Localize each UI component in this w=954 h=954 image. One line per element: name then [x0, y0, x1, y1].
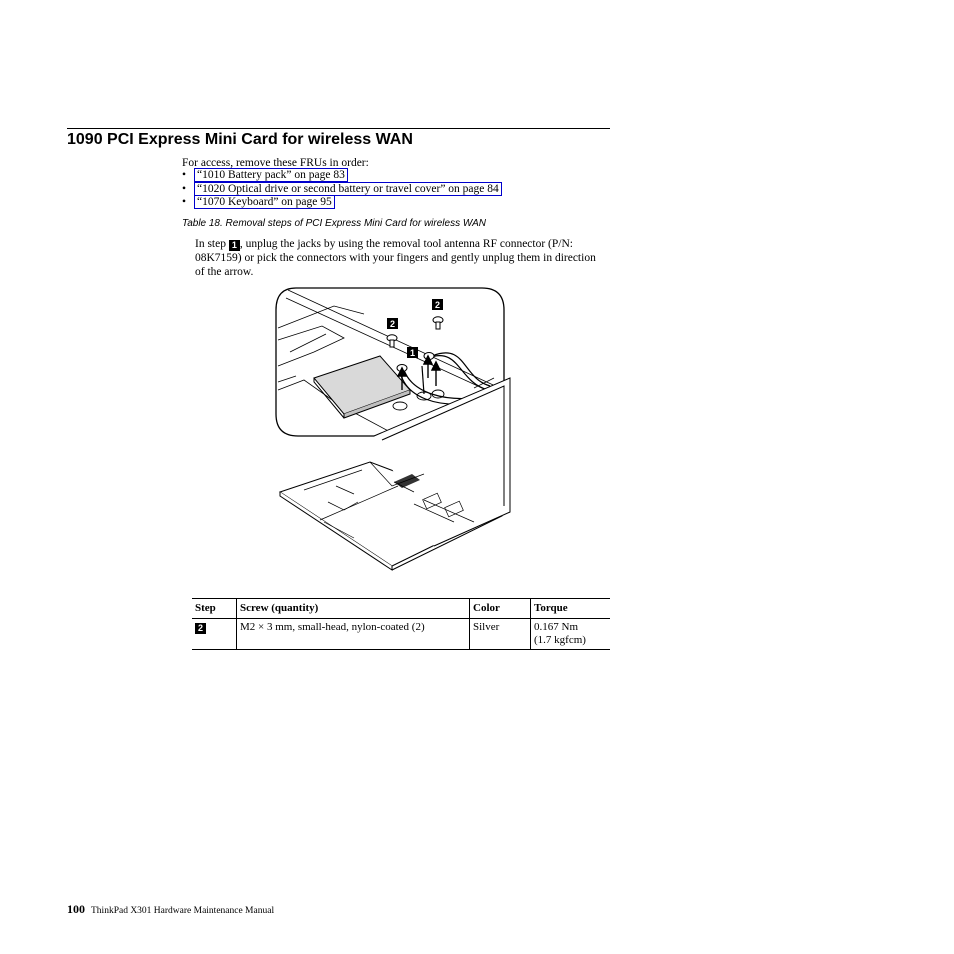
fru-link-battery-pack[interactable]: “1010 Battery pack” on page 83 — [194, 168, 348, 182]
section-title: 1090 PCI Express Mini Card for wireless WAN — [67, 131, 413, 148]
table-row — [192, 619, 610, 650]
cell-color: Silver — [470, 619, 531, 650]
removal-illustration — [274, 286, 514, 576]
list-item — [182, 169, 502, 183]
cell-torque — [531, 619, 611, 650]
screw-spec-table — [192, 598, 610, 650]
bullet: • — [182, 169, 187, 181]
page-number: 100 — [67, 902, 85, 916]
step-prefix: In step — [195, 238, 226, 250]
table-header-row — [192, 599, 610, 619]
cell-screw: M2 × 3 mm, small-head, nylon-coated (2) — [237, 619, 470, 650]
step-body: , unplug the jacks by using the removal tool antenna RF connector (P/N: 08K7159) or pick the connectors with your fingers and gently unplug them in direction of the arrow. — [195, 238, 596, 278]
section-rule — [67, 128, 610, 129]
callout-1: 1 — [409, 348, 416, 358]
cell-step — [192, 619, 237, 650]
bullet: • — [182, 182, 187, 195]
header-torque: Torque — [531, 599, 611, 619]
fru-list — [182, 169, 502, 210]
step-instruction — [195, 237, 600, 279]
fru-link-optical-drive[interactable]: “1020 Optical drive or second battery or travel cover” on page 84 — [194, 182, 502, 196]
step-badge: 2 — [195, 623, 206, 634]
fru-link-keyboard[interactable]: “1070 Keyboard” on page 95 — [194, 195, 335, 209]
bullet: • — [182, 196, 187, 209]
intro-text: For access, remove these FRUs in order: — [182, 157, 369, 169]
header-screw: Screw (quantity) — [237, 599, 470, 619]
page-footer — [67, 902, 274, 918]
header-color: Color — [470, 599, 531, 619]
list-item — [182, 196, 502, 210]
header-step: Step — [192, 599, 237, 619]
step-badge: 1 — [229, 240, 240, 251]
callout-2b: 2 — [434, 300, 441, 310]
list-item — [182, 183, 502, 197]
callout-2a: 2 — [389, 319, 396, 329]
table-caption: Table 18. Removal steps of PCI Express Mini Card for wireless WAN — [182, 218, 486, 229]
manual-title: ThinkPad X301 Hardware Maintenance Manual — [91, 906, 275, 916]
torque-nm: 0.167 Nm — [534, 621, 578, 633]
torque-kgfcm: (1.7 kgfcm) — [534, 634, 586, 646]
